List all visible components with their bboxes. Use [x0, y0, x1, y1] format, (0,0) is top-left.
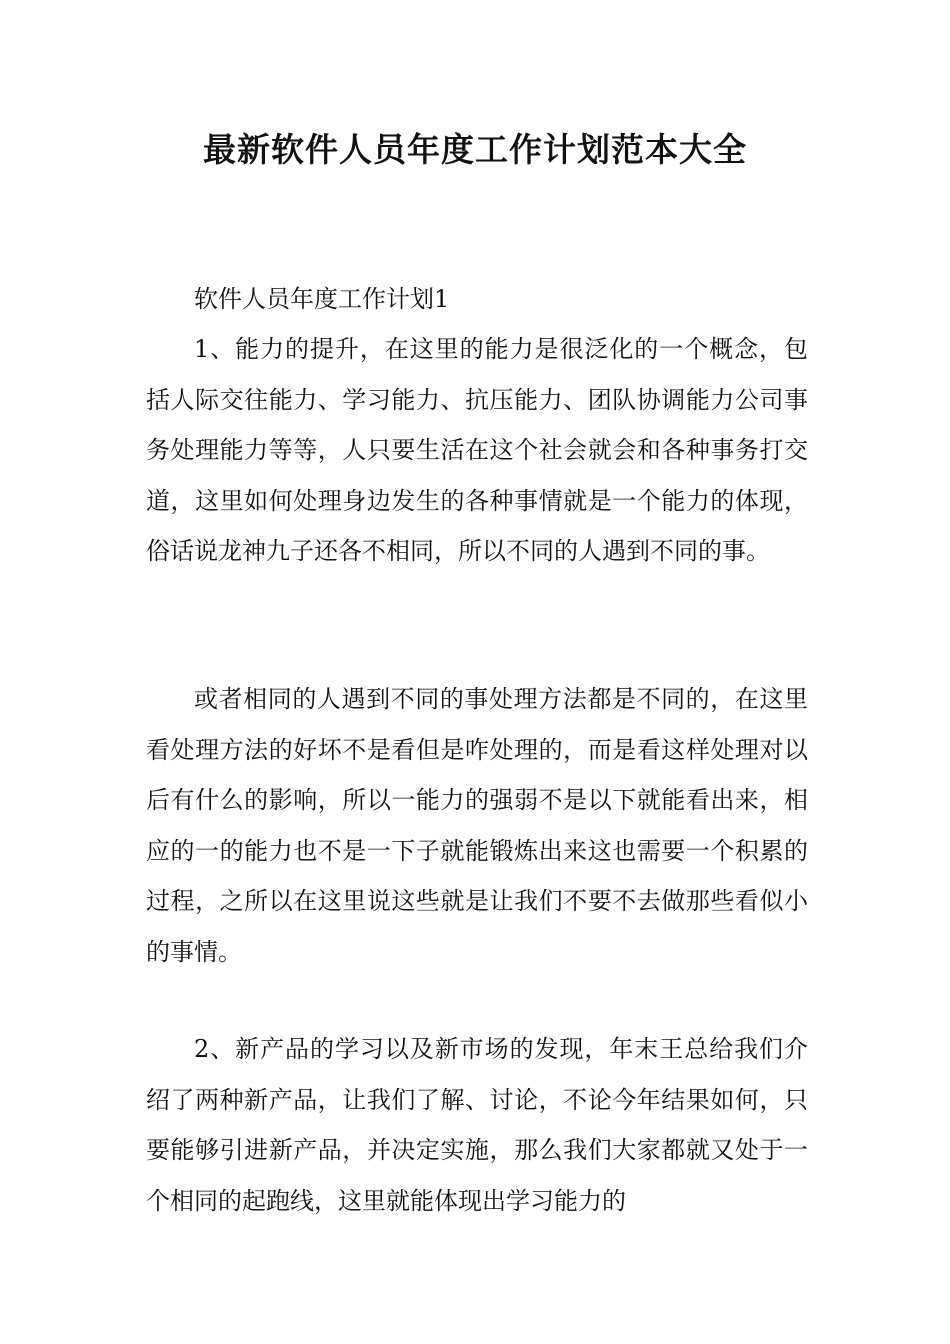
paragraph-3: 2、新产品的学习以及新市场的发现，年末王总给我们介绍了两种新产品，让我们了解、讨论，不论今年结果如何，只要能够引进新产品，并决定实施，那么我们大家都就又处于一个相同的起跑线，这里就能体现出学习能力的 — [146, 1035, 808, 1215]
paragraph-2: 或者相同的人遇到不同的事处理方法都是不同的，在这里看处理方法的好坏不是看但是咋处理的，而是看这样处理对以后有什么的影响，所以一能力的强弱不是以下就能看出来，相应的一的能力也不是一下子就能锻炼出来这也需要一个积累的过程，之所以在这里说这些就是让我们不要不去做那些看似小的事情。 — [146, 685, 808, 966]
section-heading: 软件人员年度工作计划1 — [194, 285, 450, 313]
paragraph-1: 1、能力的提升，在这里的能力是很泛化的一个概念，包括人际交往能力、学习能力、抗压能力、团队协调能力公司事务处理能力等等，人只要生活在这个社会就会和各种事务打交道，这里如何处理身边发生的各种事情就是一个能力的体现，俗话说龙神九子还各不相同，所以不同的人遇到不同的事。 — [146, 335, 808, 565]
document-title: 最新软件人员年度工作计划范本大全 — [203, 130, 747, 169]
